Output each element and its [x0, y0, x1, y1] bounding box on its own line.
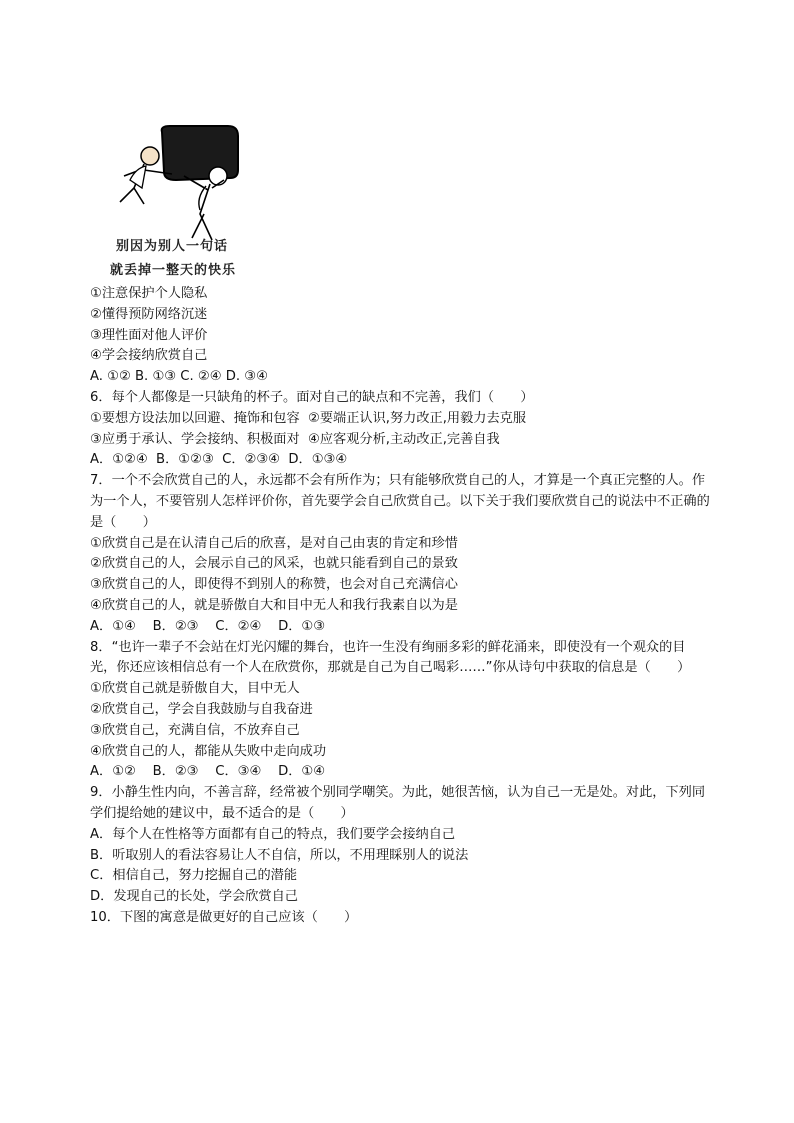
q6-stem: 6．每个人都像是一只缺角的杯子。面对自己的缺点和不完善，我们（ ）: [90, 389, 534, 405]
q5-option-2: ②懂得预防网络沉迷: [90, 306, 208, 322]
exam-content: [90, 284, 710, 929]
q7-stem: 7．一个不会欣赏自己的人，永远都不会有所作为；只有能够欣赏自己的人，才算是一个真正完整的人。作为一个人，不要管别人怎样评价你，首先要学会自己欣赏自己。以下关于我们要欣赏自己的说法中不正确的是（ ）: [90, 473, 710, 530]
q7-option-4: ④欣赏自己的人，就是骄傲自大和目中无人和我行我素自以为是: [90, 597, 458, 613]
q9-option-d: D．发现自己的长处，学会欣赏自己: [90, 889, 298, 905]
q6-option-row2: ③应勇于承认、学会接纳、积极面对 ④应客观分析,主动改正,完善自我: [90, 431, 500, 447]
q10-stem: 10．下图的寓意是做更好的自己应该（ ）: [90, 909, 358, 925]
q5-option-1: ①注意保护个人隐私: [90, 286, 208, 301]
q8-option-4: ④欣赏自己的人，都能从失败中走向成功: [90, 743, 327, 759]
q8-choices: A．①② B．②③ C．③④ D．①④: [90, 764, 326, 780]
figure-caption-line1: 别因为别人一句话: [116, 239, 229, 254]
q6-choices: A．①②④ B．①②③ C．②③④ D．①③④: [90, 452, 348, 468]
q8-option-1: ①欣赏自己就是骄傲自大，目中无人: [90, 681, 300, 697]
q9-stem: 9．小静生性内向，不善言辞，经常被个别同学嘲笑。为此，她很苦恼，认为自己一无是处。对此，下列同学们提给她的建议中，最不适合的是（ ）: [90, 785, 706, 821]
q6-option-row1: ①要想方设法加以回避、掩饰和包容 ②要端正认识,努力改正,用毅力去克服: [90, 410, 527, 426]
q9-option-b: B．听取别人的看法容易让人不自信，所以，不用理睬别人的说法: [90, 847, 469, 863]
q5-choices: A. ①② B. ①③ C. ②④ D. ③④: [90, 369, 268, 385]
q7-option-3: ③欣赏自己的人，即使得不到别人的称赞，也会对自己充满信心: [90, 577, 458, 593]
q8-option-3: ③欣赏自己，充满自信，不放弃自己: [90, 722, 300, 738]
q7-option-2: ②欣赏自己的人，会展示自己的风采，也就只能看到自己的景致: [90, 556, 458, 572]
q8-option-2: ②欣赏自己，学会自我鼓励与自我奋进: [90, 701, 313, 717]
figure-caption-line2: 就丢掉一整天的快乐: [110, 263, 237, 278]
q5-option-3: ③理性面对他人评价: [90, 327, 208, 343]
cartoon-illustration: [100, 118, 260, 278]
q9-option-a: A．每个人在性格等方面都有自己的特点，我们要学会接纳自己: [90, 826, 456, 842]
q8-stem: 8．“也许一辈子不会站在灯光闪耀的舞台，也许一生没有绚丽多彩的鲜花涌来，即使没有一个观众的目光，你还应该相信总有一个人在欣赏你，那就是自己为自己喝彩……”你从诗句中获取的信息是（ ）: [90, 639, 691, 676]
q7-choices: A．①④ B．②③ C．②④ D．①③: [90, 618, 326, 634]
q5-option-4: ④学会接纳欣赏自己: [90, 348, 208, 364]
q7-option-1: ①欣赏自己是在认清自己后的欣喜，是对自己由衷的肯定和珍惜: [90, 535, 458, 551]
q9-option-c: C．相信自己，努力挖掘自己的潜能: [90, 868, 298, 884]
